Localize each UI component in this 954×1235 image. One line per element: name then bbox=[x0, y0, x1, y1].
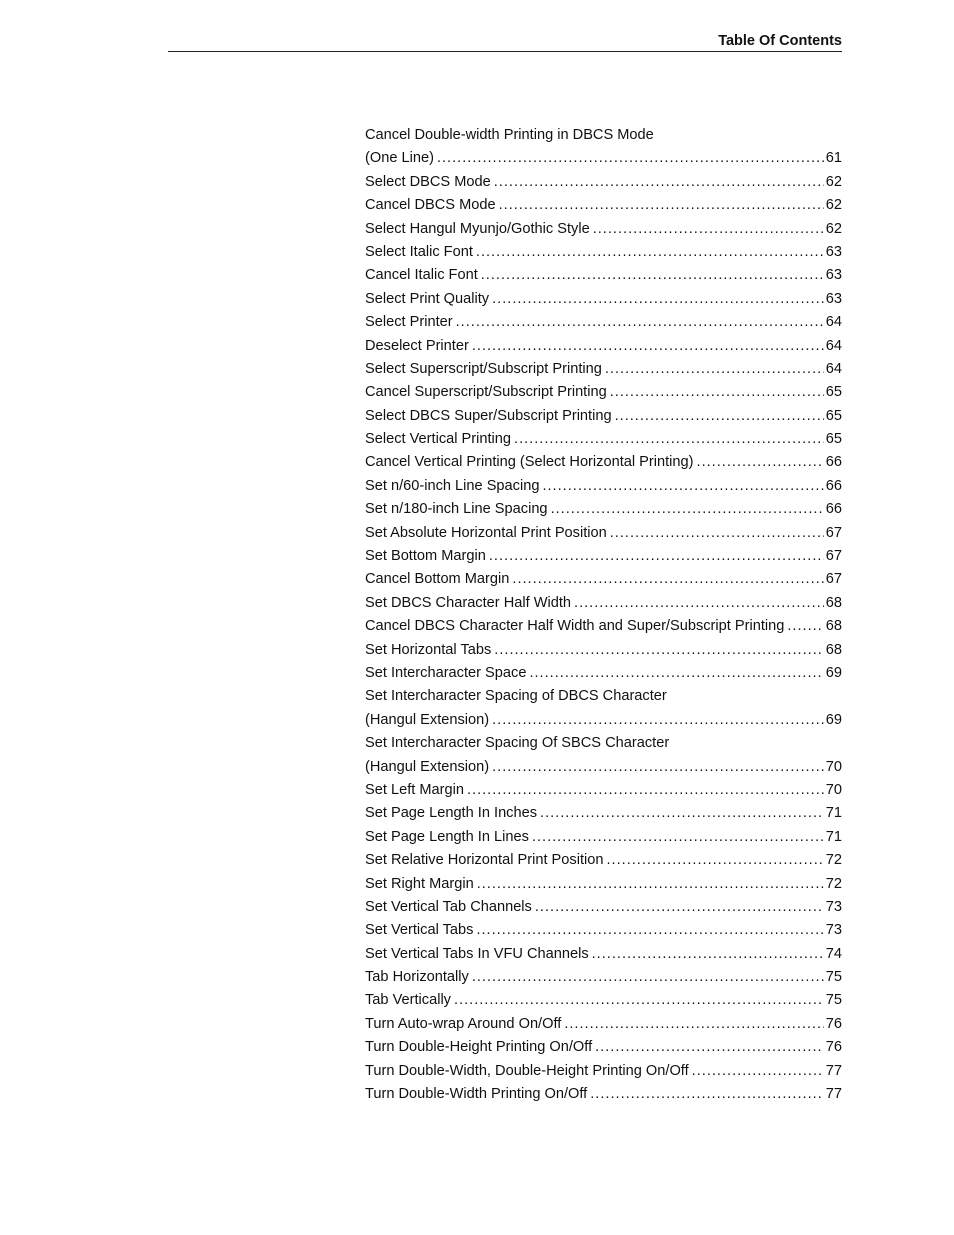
toc-entry-label: Cancel Vertical Printing (Select Horizontal Printing) bbox=[365, 454, 694, 471]
toc-entry-label: Set Vertical Tabs In VFU Channels bbox=[365, 945, 589, 962]
dot-leader bbox=[593, 218, 824, 241]
dot-leader bbox=[595, 1036, 824, 1059]
toc-entry[interactable] bbox=[365, 896, 842, 919]
dot-leader bbox=[494, 171, 824, 194]
toc-entry[interactable] bbox=[365, 218, 842, 241]
toc-entry-row bbox=[365, 826, 842, 849]
toc-entry[interactable] bbox=[365, 522, 842, 545]
toc-entry-row bbox=[365, 849, 842, 872]
dot-leader bbox=[535, 896, 824, 919]
toc-entry-page-number: 68 bbox=[825, 618, 842, 635]
toc-entry-row bbox=[365, 1013, 842, 1036]
toc-entry-label: Select Printer bbox=[365, 314, 453, 331]
toc-entry-label: Set Vertical Tabs bbox=[365, 922, 474, 939]
toc-entry[interactable] bbox=[365, 335, 842, 358]
dot-leader bbox=[697, 451, 824, 474]
dot-leader bbox=[606, 849, 823, 872]
toc-entry-row bbox=[365, 966, 842, 989]
toc-entry-label: Set Absolute Horizontal Print Position bbox=[365, 524, 607, 541]
dot-leader bbox=[481, 264, 824, 287]
toc-entry-label: Turn Double-Height Printing On/Off bbox=[365, 1039, 593, 1056]
toc-entry[interactable] bbox=[365, 873, 842, 896]
toc-entry-page-number: 63 bbox=[825, 267, 842, 284]
toc-entry-row bbox=[365, 498, 842, 521]
toc-entry-row bbox=[365, 896, 842, 919]
toc-entry[interactable] bbox=[365, 405, 842, 428]
toc-entry-row bbox=[365, 545, 842, 568]
toc-entry[interactable] bbox=[365, 475, 842, 498]
toc-entry-page-number: 67 bbox=[825, 548, 842, 565]
toc-entry-page-number: 67 bbox=[825, 524, 842, 541]
toc-entry-label: Select Italic Font bbox=[365, 243, 473, 260]
toc-entry[interactable] bbox=[365, 615, 842, 638]
dot-leader bbox=[615, 405, 824, 428]
dot-leader bbox=[476, 241, 824, 264]
toc-entry[interactable] bbox=[365, 568, 842, 591]
dot-leader bbox=[592, 943, 824, 966]
toc-entry-label: Select Print Quality bbox=[365, 290, 490, 307]
toc-entry[interactable] bbox=[365, 756, 842, 779]
dot-leader bbox=[590, 1083, 824, 1106]
dot-leader bbox=[492, 288, 824, 311]
toc-entry-page-number: 70 bbox=[825, 758, 842, 775]
toc-entry-page-number: 66 bbox=[825, 477, 842, 494]
toc-entry[interactable] bbox=[365, 545, 842, 568]
toc-entry[interactable] bbox=[365, 171, 842, 194]
toc-entry[interactable] bbox=[365, 381, 842, 404]
toc-entry-row bbox=[365, 709, 842, 732]
dot-leader bbox=[532, 826, 824, 849]
toc-entry-label: Cancel DBCS Mode bbox=[365, 197, 496, 214]
toc-entry-row bbox=[365, 218, 842, 241]
toc-entry[interactable] bbox=[365, 288, 842, 311]
toc-entry-page-number: 76 bbox=[825, 1039, 842, 1056]
toc-entry-page-number: 70 bbox=[825, 781, 842, 798]
toc-entry-label: Cancel DBCS Character Half Width and Super/Subscript Printing bbox=[365, 618, 785, 635]
dot-leader bbox=[574, 592, 824, 615]
dot-leader bbox=[512, 568, 823, 591]
toc-entry-row bbox=[365, 1060, 842, 1083]
toc-entry-label: Set Relative Horizontal Print Position bbox=[365, 852, 604, 869]
toc-entry-label: Cancel Italic Font bbox=[365, 267, 478, 284]
toc-entry-page-number: 73 bbox=[825, 898, 842, 915]
toc-entry[interactable] bbox=[365, 311, 842, 334]
dot-leader bbox=[529, 662, 823, 685]
toc-entry-label: Set DBCS Character Half Width bbox=[365, 594, 572, 611]
toc-entry-page-number: 62 bbox=[825, 197, 842, 214]
toc-entry[interactable] bbox=[365, 1036, 842, 1059]
toc-entry[interactable] bbox=[365, 592, 842, 615]
toc-entry-label: Turn Double-Width Printing On/Off bbox=[365, 1086, 588, 1103]
toc-entry-row bbox=[365, 171, 842, 194]
toc-entry-page-number: 69 bbox=[825, 664, 842, 681]
toc-entry-page-number: 62 bbox=[825, 173, 842, 190]
toc-entry-row bbox=[365, 1083, 842, 1106]
dot-leader bbox=[605, 358, 824, 381]
dot-leader bbox=[610, 522, 824, 545]
toc-entry-page-number: 71 bbox=[825, 805, 842, 822]
dot-leader bbox=[472, 966, 824, 989]
dot-leader bbox=[494, 639, 823, 662]
toc-entry[interactable] bbox=[365, 802, 842, 825]
toc-entry[interactable] bbox=[365, 264, 842, 287]
toc-entry[interactable] bbox=[365, 1013, 842, 1036]
toc-entry-page-number: 75 bbox=[825, 969, 842, 986]
toc-entry-label: Deselect Printer bbox=[365, 337, 469, 354]
toc-entry-row bbox=[365, 381, 842, 404]
toc-entry-row bbox=[365, 428, 842, 451]
dot-leader bbox=[551, 498, 824, 521]
toc-entry-page-number: 61 bbox=[825, 150, 842, 167]
toc-entry-label: Set Right Margin bbox=[365, 875, 474, 892]
toc-entry-row bbox=[365, 756, 842, 779]
toc-entry-label: Set Bottom Margin bbox=[365, 548, 486, 565]
toc-entry-page-number: 69 bbox=[825, 711, 842, 728]
toc-entry-row bbox=[365, 1036, 842, 1059]
toc-entry-label: Set Horizontal Tabs bbox=[365, 641, 492, 658]
dot-leader bbox=[564, 1013, 823, 1036]
toc-entry-row bbox=[365, 779, 842, 802]
toc-entry-page-number: 63 bbox=[825, 243, 842, 260]
toc-list bbox=[365, 124, 842, 1106]
toc-entry-page-number: 66 bbox=[825, 454, 842, 471]
toc-entry-label: Turn Auto-wrap Around On/Off bbox=[365, 1015, 562, 1032]
toc-entry[interactable] bbox=[365, 498, 842, 521]
toc-entry-label: Select Superscript/Subscript Printing bbox=[365, 360, 602, 377]
dot-leader bbox=[467, 779, 824, 802]
toc-entry-row bbox=[365, 358, 842, 381]
toc-entry-row bbox=[365, 568, 842, 591]
dot-leader bbox=[540, 802, 824, 825]
toc-entry-row bbox=[365, 943, 842, 966]
toc-entry-label: Cancel Bottom Margin bbox=[365, 571, 510, 588]
toc-entry-page-number: 68 bbox=[825, 594, 842, 611]
toc-entry-title-line: Set Intercharacter Spacing of DBCS Character bbox=[365, 688, 667, 705]
toc-entry[interactable] bbox=[365, 966, 842, 989]
toc-entry-title-line: Set Intercharacter Spacing Of SBCS Character bbox=[365, 735, 670, 752]
toc-entry-label: (One Line) bbox=[365, 150, 434, 167]
dot-leader bbox=[456, 311, 824, 334]
toc-entry-row bbox=[365, 241, 842, 264]
toc-entry-label: Set n/60-inch Line Spacing bbox=[365, 477, 540, 494]
dot-leader bbox=[514, 428, 824, 451]
toc-entry[interactable] bbox=[365, 451, 842, 474]
toc-entry-page-number: 63 bbox=[825, 290, 842, 307]
toc-entry[interactable] bbox=[365, 662, 842, 685]
toc-entry-label: Tab Vertically bbox=[365, 992, 451, 1009]
toc-entry-label: (Hangul Extension) bbox=[365, 758, 490, 775]
toc-entry-row bbox=[365, 662, 842, 685]
toc-entry-title-line: Cancel Double-width Printing in DBCS Mode bbox=[365, 127, 654, 143]
toc-entry-page-number: 77 bbox=[825, 1086, 842, 1103]
toc-entry[interactable] bbox=[365, 943, 842, 966]
dot-leader bbox=[492, 709, 824, 732]
toc-entry-label: Set n/180-inch Line Spacing bbox=[365, 501, 548, 518]
header-title: Table Of Contents bbox=[718, 33, 842, 49]
dot-leader bbox=[542, 475, 823, 498]
toc-entry-row bbox=[365, 873, 842, 896]
dot-leader bbox=[489, 545, 824, 568]
toc-entry-page-number: 64 bbox=[825, 314, 842, 331]
dot-leader bbox=[610, 381, 824, 404]
toc-entry-page-number: 72 bbox=[825, 875, 842, 892]
toc-entry-label: Cancel Superscript/Subscript Printing bbox=[365, 384, 607, 401]
toc-entry[interactable] bbox=[365, 779, 842, 802]
toc-entry-label: Set Page Length In Lines bbox=[365, 828, 529, 845]
toc-entry-row bbox=[365, 451, 842, 474]
toc-entry[interactable] bbox=[365, 849, 842, 872]
dot-leader bbox=[692, 1060, 824, 1083]
toc-entry-page-number: 64 bbox=[825, 337, 842, 354]
dot-leader bbox=[454, 989, 824, 1012]
toc-entry-page-number: 65 bbox=[825, 384, 842, 401]
toc-entry-page-number: 72 bbox=[825, 852, 842, 869]
toc-entry[interactable] bbox=[365, 1060, 842, 1083]
toc-entry[interactable] bbox=[365, 989, 842, 1012]
toc-entry-label: Select Vertical Printing bbox=[365, 431, 512, 448]
toc-entry[interactable] bbox=[365, 358, 842, 381]
toc-entry-label: Set Left Margin bbox=[365, 781, 464, 798]
toc-entry-page-number: 65 bbox=[825, 407, 842, 424]
toc-entry-page-number: 74 bbox=[825, 945, 842, 962]
toc-entry-row bbox=[365, 147, 842, 170]
dot-leader bbox=[477, 873, 824, 896]
dot-leader bbox=[472, 335, 824, 358]
toc-entry-row bbox=[365, 264, 842, 287]
toc-entry[interactable] bbox=[365, 639, 842, 662]
toc-entry[interactable] bbox=[365, 428, 842, 451]
toc-entry-row bbox=[365, 194, 842, 217]
toc-entry-page-number: 62 bbox=[825, 220, 842, 237]
dot-leader bbox=[476, 919, 823, 942]
toc-entry-label: Turn Double-Width, Double-Height Printing On/Off bbox=[365, 1062, 689, 1079]
toc-entry-row bbox=[365, 919, 842, 942]
toc-entry-page-number: 68 bbox=[825, 641, 842, 658]
toc-entry-page-number: 71 bbox=[825, 828, 842, 845]
toc-entry-label: Select DBCS Super/Subscript Printing bbox=[365, 407, 612, 424]
toc-entry-page-number: 67 bbox=[825, 571, 842, 588]
toc-entry-label: (Hangul Extension) bbox=[365, 711, 490, 728]
toc-entry-row bbox=[365, 522, 842, 545]
toc-entry-page-number: 66 bbox=[825, 501, 842, 518]
toc-entry-label: Select DBCS Mode bbox=[365, 173, 491, 190]
toc-entry-label: Set Vertical Tab Channels bbox=[365, 898, 532, 915]
dot-leader bbox=[492, 756, 824, 779]
toc-entry-row bbox=[365, 639, 842, 662]
toc-entry[interactable] bbox=[365, 147, 842, 170]
toc-entry[interactable] bbox=[365, 826, 842, 849]
toc-entry-row bbox=[365, 335, 842, 358]
toc-entry-page-number: 76 bbox=[825, 1015, 842, 1032]
toc-entry-row bbox=[365, 288, 842, 311]
toc-entry[interactable] bbox=[365, 194, 842, 217]
toc-entry[interactable] bbox=[365, 1083, 842, 1106]
toc-entry-row bbox=[365, 592, 842, 615]
toc-entry[interactable] bbox=[365, 709, 842, 732]
toc-entry-row bbox=[365, 802, 842, 825]
toc-entry-page-number: 75 bbox=[825, 992, 842, 1009]
toc-entry-page-number: 77 bbox=[825, 1062, 842, 1079]
toc-entry-page-number: 65 bbox=[825, 431, 842, 448]
toc-entry-label: Set Page Length In Inches bbox=[365, 805, 538, 822]
dot-leader bbox=[499, 194, 824, 217]
toc-entry-label: Tab Horizontally bbox=[365, 969, 469, 986]
toc-entry[interactable] bbox=[365, 919, 842, 942]
toc-entry-label: Set Intercharacter Space bbox=[365, 664, 527, 681]
dot-leader bbox=[437, 147, 824, 170]
toc-entry-label: Select Hangul Myunjo/Gothic Style bbox=[365, 220, 590, 237]
toc-entry-row bbox=[365, 405, 842, 428]
page-header bbox=[168, 33, 842, 52]
dot-leader bbox=[787, 615, 823, 638]
toc-entry-page-number: 64 bbox=[825, 360, 842, 377]
toc-entry-row bbox=[365, 989, 842, 1012]
toc-entry[interactable] bbox=[365, 241, 842, 264]
toc-entry-row bbox=[365, 475, 842, 498]
toc-entry-row bbox=[365, 311, 842, 334]
toc-entry-page-number: 73 bbox=[825, 922, 842, 939]
toc-entry-row bbox=[365, 615, 842, 638]
